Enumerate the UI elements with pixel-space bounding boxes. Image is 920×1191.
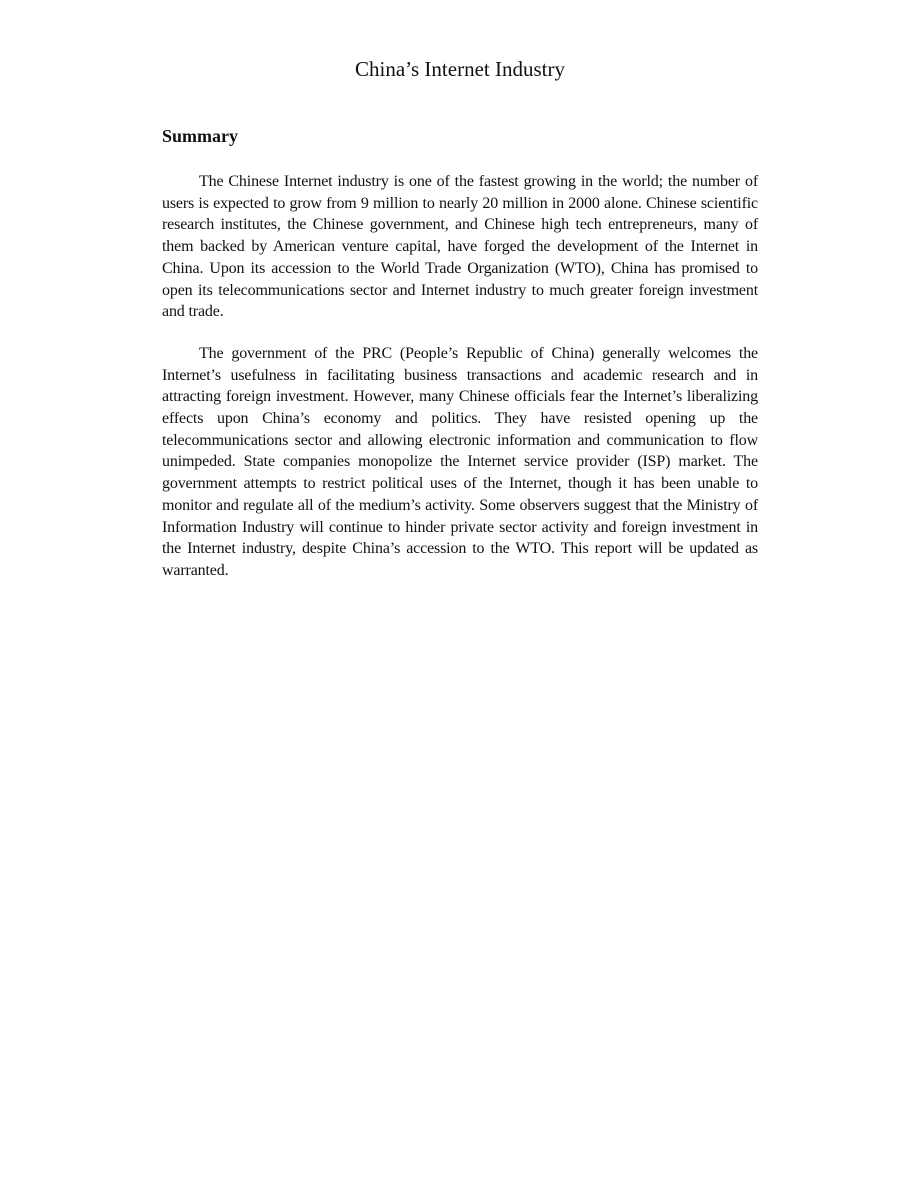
- summary-heading: Summary: [162, 126, 238, 146]
- summary-paragraph-1: The Chinese Internet industry is one of the fastest growing in the world; the number of users is expected to grow from 9 million to nearly 20 million in 2000 alone. Chinese scientific research institutes, the Chinese government, and Chinese high tech entrepreneurs, many of them backed by American venture capital, have forged the development of the Internet in China. Upon its accession to the World Trade Organization (WTO), China has promised to open its telecommunications sector and Internet industry to much greater foreign investment and trade.: [162, 173, 758, 321]
- document-title: China’s Internet Industry: [355, 57, 565, 81]
- summary-section: [162, 124, 758, 602]
- summary-paragraph-2: The government of the PRC (People’s Republic of China) generally welcomes the Internet’s usefulness in facilitating business transactions and academic research and in attracting foreign investment. However, many Chinese officials fear the Internet’s liberalizing effects upon China’s economy and politics. They have resisted opening up the telecommunications sector and allowing electronic information and communication to flow unimpeded. State companies monopolize the Internet service provider (ISP) market. The government attempts to restrict political uses of the Internet, though it has been unable to monitor and regulate all of the medium’s activity. Some observers suggest that the Ministry of Information Industry will continue to hinder private sector activity and foreign investment in the Internet industry, despite China’s accession to the WTO. This report will be updated as warranted.: [162, 344, 758, 579]
